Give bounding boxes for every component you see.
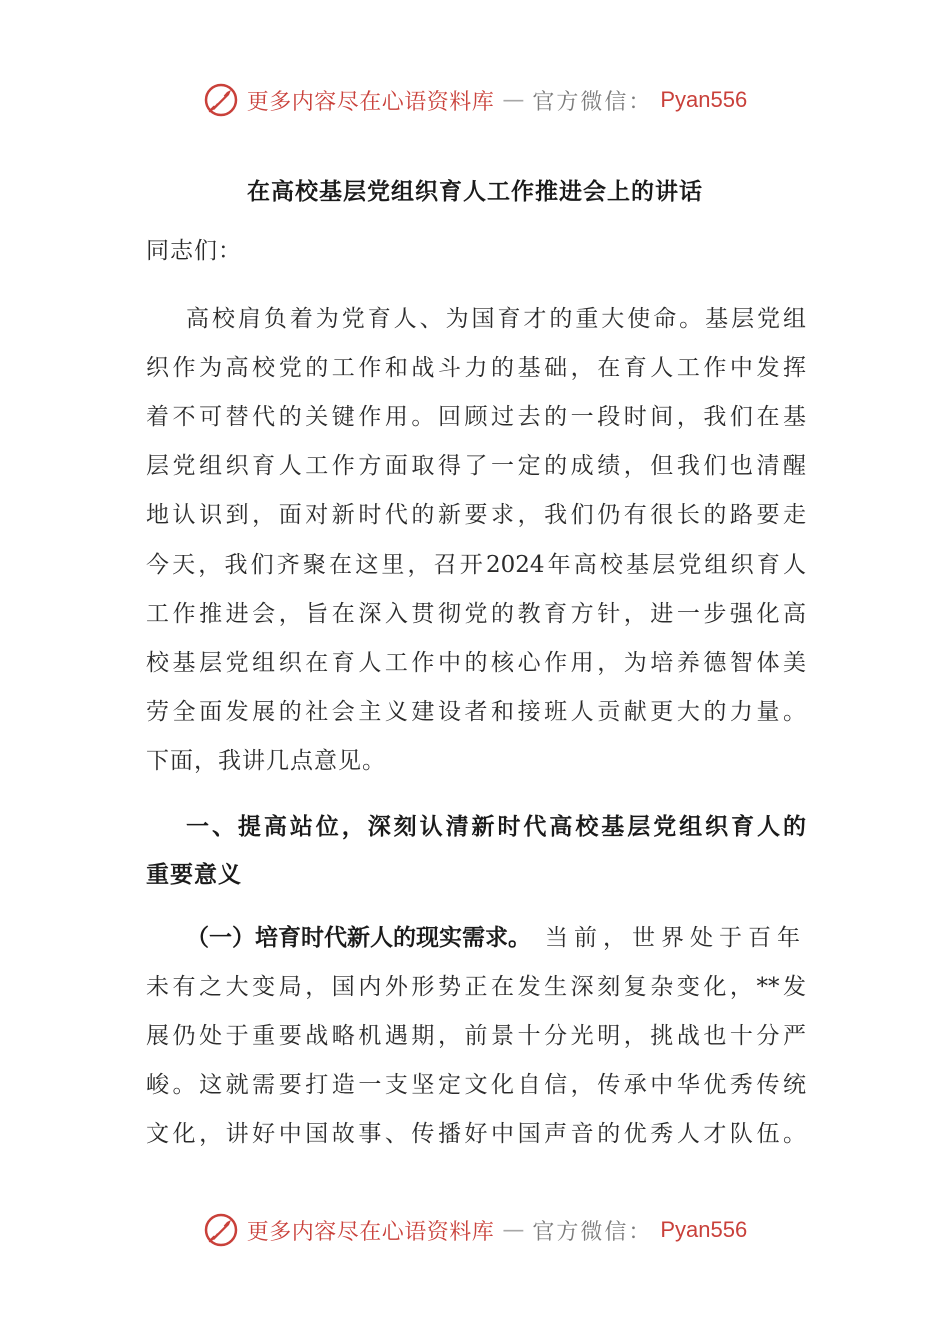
intro-line: 校基层党组织在育人工作中的核心作用，为培养德智体美 <box>146 650 806 676</box>
watermark-separator: — <box>502 1217 525 1243</box>
intro-line: 高校肩负着为党育人、为国育才的重大使命。基层党组 <box>186 306 806 332</box>
watermark-label: 官方微信： <box>532 1219 653 1245</box>
subsection-line: 展仍处于重要战略机遇期，前景十分光明，挑战也十分严 <box>146 1023 806 1049</box>
quill-pen-logo-icon <box>203 82 239 118</box>
intro-line: 地认识到，面对新时代的新要求，我们仍有很长的路要走 <box>146 502 806 528</box>
intro-line: 劳全面发展的社会主义建设者和接班人贡献更大的力量。 <box>146 699 806 725</box>
watermark-banner-top <box>0 78 950 122</box>
section-heading: 一、提高站位，深刻认清新时代高校基层党组织育人的 <box>186 813 806 840</box>
watermark-wechat-id: Pyan556 <box>660 1217 748 1242</box>
intro-line: 工作推进会，旨在深入贯彻党的教育方针，进一步强化高 <box>146 601 806 627</box>
watermark-wechat-id: Pyan556 <box>660 87 748 112</box>
subsection-heading: （一）培育时代新人的现实需求。 <box>186 924 531 951</box>
watermark-banner-bottom <box>0 1208 950 1252</box>
intro-line: 层党组织育人工作方面取得了一定的成绩，但我们也清醒 <box>146 453 806 479</box>
intro-line: 着不可替代的关键作用。回顾过去的一段时间，我们在基 <box>146 404 806 430</box>
watermark-brand: 更多内容尽在心语资料库 <box>246 1219 495 1245</box>
salutation: 同志们： <box>146 238 242 264</box>
subsection-text: 当前，世界处于百年 <box>545 925 806 951</box>
subsection-line: 文化，讲好中国故事、传播好中国声音的优秀人才队伍。 <box>146 1121 806 1147</box>
subsection-line: 未有之大变局，国内外形势正在发生深刻复杂变化，**发 <box>146 974 806 1000</box>
quill-pen-logo-icon <box>203 1212 239 1248</box>
document-title: 在高校基层党组织育人工作推进会上的讲话 <box>247 178 703 205</box>
watermark-label: 官方微信： <box>532 89 653 115</box>
intro-line: 织作为高校党的工作和战斗力的基础，在育人工作中发挥 <box>146 355 806 381</box>
watermark-brand: 更多内容尽在心语资料库 <box>246 89 495 115</box>
subsection-first-line <box>186 921 806 955</box>
subsection-line: 峻。这就需要打造一支坚定文化自信，传承中华优秀传统 <box>146 1072 806 1098</box>
watermark-separator: — <box>502 87 525 113</box>
intro-line: 今天，我们齐聚在这里，召开2024年高校基层党组织育人 <box>146 552 806 578</box>
section-heading: 重要意义 <box>146 861 242 888</box>
intro-line: 下面，我讲几点意见。 <box>146 748 386 774</box>
